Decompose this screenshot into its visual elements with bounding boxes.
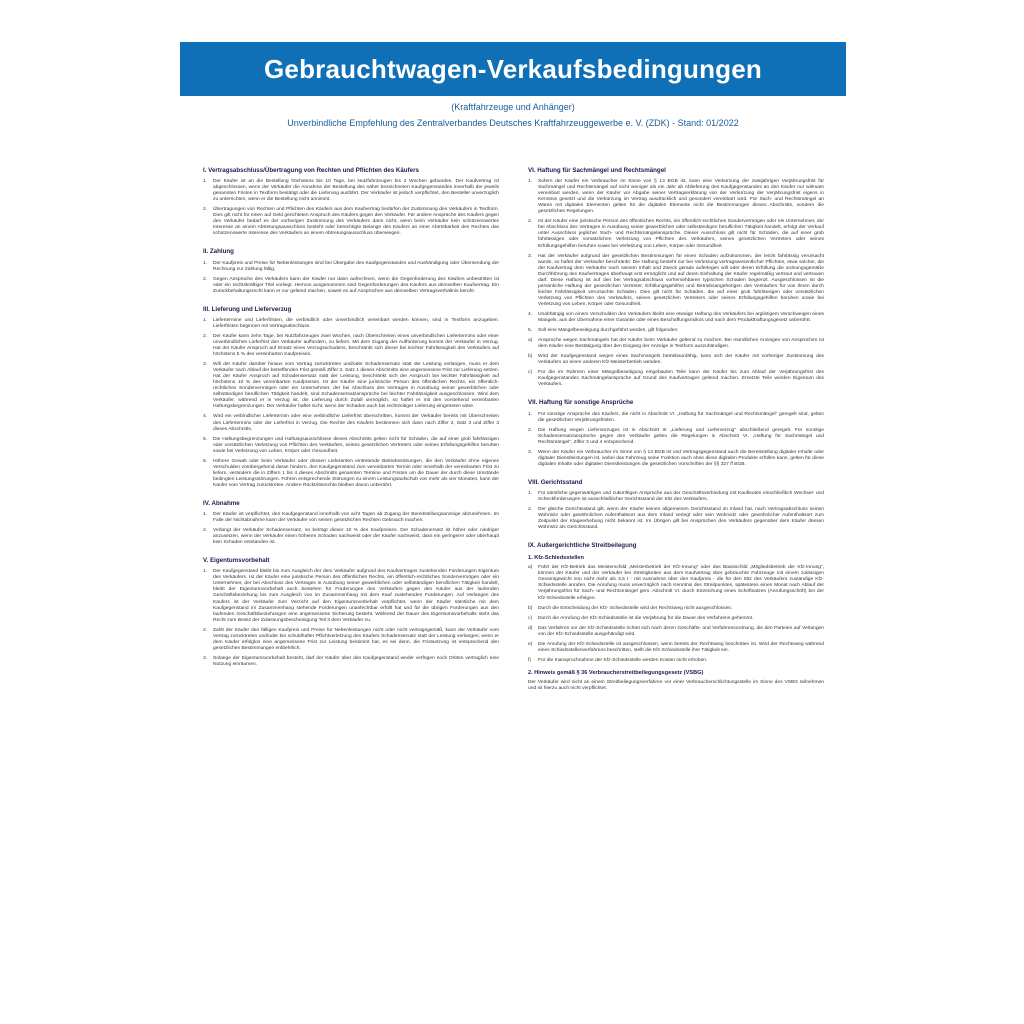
clause [203, 261, 499, 273]
clause-number: 2. [203, 627, 208, 633]
clause-text: Für sonstige Ansprüche des Käufers, die nicht in Abschnitt VI. „Haftung für Sachmängel und Rechtsmängel“ geregelt sind, gelten die gesetzlichen Verjährungsfristen. [538, 411, 824, 423]
clause [528, 658, 824, 664]
clause-text: Der Käufer ist verpflichtet, den Kaufgegenstand innerhalb von acht Tagen ab Zugang der Bereitstellungsanzeige abzunehmen. Im Falle der Nichtabnahme kann der Verkäufer von seinen gesetzlichen Rechten Gebrauch machen. [213, 512, 499, 524]
clause-text: Für sämtliche gegenwärtigen und zukünftigen Ansprüche aus der Geschäftsverbindung mit Kaufleuten einschließlich Wechsel- und Scheckforderungen ist ausschließlicher Gerichtsstand der Sitz des Verkäufers. [538, 490, 824, 502]
clause-text: Zahlt der Käufer den fälligen Kaufpreis und Preise für Nebenleistungen nicht oder nicht vertragsgemäß, kann der Verkäufer vom Vertrag zurücktreten und/oder bei schuldhafter Pflichtverletzung des Käufers Schadensersatz statt der Leistung verlangen; wenn er dem Käufer erfolglos eine angemessene Frist zur Leistung bestimmt hat, es sei denn, die Fristsetzung ist entsprechend den gesetzlichen Bestimmungen entbehrlich. [213, 627, 499, 651]
recommendation-line: Unverbindliche Empfehlung des Zentralverbandes Deutsches Kraftfahrzeuggewerbe e. V. (ZDK) - Stand: 01/2022 [287, 118, 739, 128]
clause-number: 1. [528, 411, 533, 417]
clause-number: 1. [528, 490, 533, 496]
clause-text: Der Kaufpreis und Preise für Nebenleistungen sind bei Übergabe des Kaufgegenstandes und Aushändigung oder Übersendung der Rechnung zur Zahlung fällig. [213, 260, 499, 272]
clause-number: 2. [203, 276, 208, 282]
clause [528, 565, 824, 601]
clause-number: 4. [528, 311, 533, 317]
clause [203, 277, 499, 295]
section-heading: IX. Außergerichtliche Streitbeilegung [528, 542, 637, 550]
subsection-heading: 2. Hinweis gemäß § 36 Verbraucherstreitbeilegungsgesetz (VSBG) [528, 669, 704, 676]
clause-text: Sofern der Käufer ein Verbraucher im Sinne von § 13 BGB ist, kann eine Verkürzung der zweijährigen Verjährungsfrist für Sachmängel und Rechtsmängel auf nicht weniger als ein Jahr ab Ablieferung des Kaufgegenstandes an den Käufer nur wirksam vereinbart werden, wenn der Käufer vor Abgabe seiner Vertragserklärung von der Verkürzung der Verjährungsfrist eigens in Kenntnis gesetzt und die Verkürzung im Vertrag ausdrücklich und gesondert vereinbart wird. Für Sach- und Rechtsmängel an Waren mit digitalen Elementen gelten für die digitalen Elemente nicht die Bestimmungen dieses Abschnitts, sondern die gesetzlichen Regelungen. [538, 179, 824, 215]
subsection-heading: 1. Kfz-Schiedsstellen [528, 555, 584, 562]
clause [528, 606, 824, 612]
clause [528, 507, 824, 531]
clause-number: 1. [203, 179, 208, 185]
clause-number: 4. [203, 414, 208, 420]
clause [203, 628, 499, 652]
clause-number: 1. [203, 512, 208, 518]
clause-number: 5. [203, 436, 208, 442]
clause [203, 512, 499, 524]
clause [528, 219, 824, 249]
clause-text: Solange der Eigentumsvorbehalt besteht, darf der Käufer über den Kaufgegenstand weder verfügen noch Dritten vertraglich eine Nutzung einräumen. [213, 655, 499, 667]
clause-text: Will der Käufer darüber hinaus vom Vertrag zurücktreten und/oder Schadensersatz statt der Leistung verlangen, muss er dem Verkäufer nach Ablauf der betreffenden Frist gemäß Ziffer 2, Satz 1 dieses Abschnitts eine angemessene Frist zur Lieferung setzen. Hat der Käufer Anspruch auf Schadensersatz statt der Leistung, beschränkt sich der Anspruch bei leichter Fahrlässigkeit auf höchstens 10 % des vereinbarten Kaufpreises. Ist der Käufer eine juristische Person des öffentlichen Rechts, ein öffentlich-rechtliches Sondervermögen oder ein Unternehmer, der bei Abschluss des Vertrages in Ausübung seiner gewerblichen oder selbständigen beruflichen Tätigkeit handelt, sind Schadensersatzansprüche bei leichter Fahrlässigkeit ausgeschlossen. Wird dem Verkäufer, während er in Verzug ist, die Lieferung durch Zufall unmöglich, so haftet er mit den vorstehend vereinbarten Haftungsbegrenzungen. Der Verkäufer haftet nicht, wenn der Schaden auch bei rechtzeitiger Lieferung eingetreten wäre. [213, 362, 499, 410]
clause [528, 616, 824, 622]
clause [203, 528, 499, 546]
clause [528, 491, 824, 503]
clause-number: 2. [528, 427, 533, 433]
clause-number: 1. [203, 569, 208, 575]
section-heading: V. Eigentumsvorbehalt [203, 557, 270, 565]
clause-number: 2. [203, 207, 208, 213]
clause [203, 437, 499, 455]
clause-text: Führt der Kfz-Betrieb das Meisterschild „Meisterbetrieb der Kfz-Innung“ oder das Basisschild „Mitgliedsbetrieb der Kfz-Innung“, können der Käufer und der Verkäufer bei Streitigkeiten aus dem Kaufvertrag über gebrauchte Fahrzeuge mit einem zulässigen Gesamtgewicht von nicht mehr als 3,5 t - mit Ausnahme über den Kaufpreis - die für den Sitz des Verkäufers zuständige Kfz-Schiedsstelle anrufen. Die Anrufung muss unverzüglich nach Kenntnis des Streitpunktes, spätestens einen Monat nach Ablauf der Verjährungsfrist für Sach- und Rechtsmängel gem. Abschnitt VI. durch Einreichung eines Schriftsatzes (Anrufungsschrift) bei der Kfz-Schiedsstelle erfolgen. [538, 565, 824, 601]
clause [203, 459, 499, 489]
clause [203, 207, 499, 237]
clause-text: Gegen Ansprüche des Verkäufers kann der Käufer nur dann aufrechnen, wenn die Gegenforderung des Käufers unbestritten ist oder ein rechtskräftiger Titel vorliegt. Hiervon ausgenommen sind Gegenforderungen des Käufers aus demselben Kaufvertrag. Ein Zurückbehaltungsrecht kann er nur geltend machen, soweit es auf Ansprüchen aus demselben Vertragsverhältnis beruht. [213, 276, 499, 294]
section-heading: III. Lieferung und Lieferverzug [203, 305, 292, 313]
clause-number: e) [528, 641, 533, 647]
clause [528, 312, 824, 324]
clause-number: 3. [528, 449, 533, 455]
clause-number: 1. [203, 260, 208, 266]
clause [203, 569, 499, 623]
clause-number: d) [528, 625, 533, 631]
clause-number: b) [528, 354, 533, 360]
clause-number: 2. [203, 528, 208, 534]
clause [203, 656, 499, 668]
clause [528, 354, 824, 366]
clause-number: c) [528, 615, 533, 621]
clause-text: Soll eine Mängelbeseitigung durchgeführt werden, gilt folgendes: [538, 328, 679, 334]
clause-number: 1. [203, 317, 208, 323]
clause-text: Wird der Kaufgegenstand wegen eines Sachmangels betriebsunfähig, kann sich der Käufer mit vorheriger Zustimmung des Verkäufers an einen anderen Kfz-Meisterbetrieb wenden. [538, 354, 824, 366]
clause-text: Der Kaufgegenstand bleibt bis zum Ausgleich der dem Verkäufer aufgrund des Kaufvertrages zustehenden Forderungen Eigentum des Verkäufers. Ist der Käufer eine juristische Person des öffentlichen Rechts, ein öffentlich-rechtliches Sondervermögen oder ein Unternehmer, der bei Abschluss des Vertrages in Ausübung seiner gewerblichen oder selbständigen beruflichen Tätigkeit handelt, bleibt der Eigentumsvorbehalt auch bestehen für Forderungen des Verkäufers gegen den Käufer aus der laufenden Geschäftsbeziehung bis zum Ausgleich von im Zusammenhang mit dem Kauf zustehenden Forderungen. Auf Verlangen des Käufers ist der Verkäufer zum Verzicht auf den Eigentumsvorbehalt verpflichtet, wenn der Käufer sämtliche mit dem Kaufgegenstand im Zusammenhang stehende Forderungen unanfechtbar erfüllt hat und für die übrigen Forderungen aus den laufenden Geschäftsbeziehungen eine angemessene Sicherung besteht. Während der Dauer des Eigentumsvorbehalts steht das Recht zum Besitz der Zulassungsbescheinigung Teil II dem Verkäufer zu. [213, 569, 499, 623]
clause [203, 179, 499, 203]
clause [203, 362, 499, 410]
section-heading: VI. Haftung für Sachmängel und Rechtsmängel [528, 167, 666, 174]
left-column [203, 168, 499, 672]
clause-text: Ansprüche wegen Sachmängeln hat der Käufer beim Verkäufer geltend zu machen. Bei mündlichen Anzeigen von Ansprüchen ist dem Käufer eine Bestätigung über den Eingang der Anzeige in Textform auszuhändigen. [538, 338, 824, 350]
section-heading: II. Zahlung [203, 248, 234, 256]
clause-text: Unabhängig von einem Verschulden des Verkäufers bleibt eine etwaige Haftung des Verkäufers bei arglistigem Verschweigen eines Mangels, aus der Übernahme einer Garantie oder eines Beschaffungsrisikos und nach dem Produkthaftungsgesetz unberührt. [538, 311, 824, 324]
clause [528, 450, 824, 468]
clause-number: c) [528, 370, 533, 376]
paragraph-text: Der Verkäufer wird nicht an einem Streitbeilegungsverfahren vor einer Verbraucherschlichtungsstelle im Sinne des VSBG teilnehmen und ist hierzu auch nicht verpflichtet. [528, 679, 824, 691]
clause-text: Für die Inanspruchnahme der Kfz-Schiedsstelle werden Kosten nicht erhoben. [538, 657, 708, 663]
clause [203, 318, 499, 330]
clause-text: Durch die Anrufung der Kfz-Schiedsstelle ist die Verjährung für die Dauer des Verfahrens gehemmt. [538, 615, 754, 621]
clause [203, 334, 499, 358]
clause-number: 2. [203, 333, 208, 339]
clause [528, 338, 824, 350]
right-column [528, 168, 824, 696]
clause [528, 428, 824, 446]
clause-text: Verlangt der Verkäufer Schadensersatz, so beträgt dieser 10 % des Kaufpreises. Der Schadenersatz ist höher oder niedriger anzusetzen, wenn der Verkäufer einen höheren Schaden nachweist oder der Käufer nachweist, dass ein geringerer oder überhaupt kein Schaden entstanden ist. [213, 528, 499, 546]
clause-text: Der gleiche Gerichtsstand gilt, wenn der Käufer keinen allgemeinen Gerichtsstand im Inland hat, nach Vertragsabschluss seinen Wohnsitz oder gewöhnlichen Aufenthaltsort aus dem Inland verlegt oder sein Wohnsitz oder gewöhnlicher Aufenthaltsort zum Zeitpunkt der Klageerhebung nicht bekannt ist. Im Übrigen gilt bei Ansprüchen des Verkäufers gegenüber dem Käufer dessen Wohnsitz als Gerichtsstand. [538, 507, 824, 531]
clause-number: 1. [528, 179, 533, 185]
clause-text: Das Verfahren vor der Kfz-Schiedsstelle richtet sich nach deren Geschäfts- und Verfahrensordnung, die den Parteien auf Verlangen von der Kfz-Schiedsstelle ausgehändigt wird. [538, 625, 824, 637]
clause-number: 2. [528, 219, 533, 225]
clause-number: a) [528, 565, 533, 571]
clause [528, 328, 824, 334]
section-heading: IV. Abnahme [203, 499, 240, 507]
clause-text: Hat der Verkäufer aufgrund der gesetzlichen Bestimmungen für einen Schaden aufzukommen, der leicht fahrlässig verursacht wurde, so haftet der Verkäufer beschränkt: Die Haftung besteht nur bei Verletzung vertragswesentlicher Pflichten, etwa solcher, die der Kaufvertrag dem Verkäufer nach seinem Inhalt und Zweck gerade auferlegen will oder deren Erfüllung die ordnungsgemäße Durchführung des Kaufvertrages überhaupt erst ermöglicht und auf deren Einhaltung der Käufer regelmäßig vertraut und vertrauen darf. Diese Haftung ist auf den bei Vertragsabschluss vorhersehbaren typischen Schaden begrenzt. Ausgeschlossen ist die persönliche Haftung der gesetzlichen Vertreter, Erfüllungsgehilfen und Betriebsangehörigen des Verkäufers für von ihnen durch leichte Fahrlässigkeit verursachte Schäden. Dies gilt nicht für Schäden, die auf einer grob fahrlässigen oder vorsätzlichen Verletzung von Pflichten des Verkäufers, seines gesetzlichen Vertreters oder seines Erfüllungsgehilfen beruhen sowie bei Verletzung von Leben, Körper oder Gesundheit. [538, 253, 824, 307]
title-banner [180, 42, 846, 96]
clause-text: Wenn der Käufer ein Verbraucher im Sinne von § 13 BGB ist und Vertragsgegenstand auch die Bereitstellung digitaler Inhalte oder digitaler Dienstleistungen ist, wobei das Fahrzeug seine Funktion auch ohne diese digitalen Produkte erfüllen kann, gelten für diese digitalen Inhalte oder digitalen Dienstleistungen die gesetzlichen Vorschriften der §§ 327 ff BGB. [538, 449, 824, 467]
clause-text: Die Anrufung der Kfz-Schiedsstelle ist ausgeschlossen, wenn bereits der Rechtsweg beschritten ist. Wird der Rechtsweg während eines Schiedsstellenverfahrens beschritten, stellt die Kfz-Schiedsstelle ihre Tätigkeit ein. [538, 641, 824, 653]
clause-number: 6. [203, 458, 208, 464]
clause-number: 3. [203, 655, 208, 661]
clause-number: f) [528, 657, 531, 663]
clause-text: Durch die Entscheidung der Kfz- Schiedsstelle wird der Rechtsweg nicht ausgeschlossen. [538, 605, 733, 611]
clause-text: Wird ein verbindlicher Liefertermin oder eine verbindliche Lieferfrist überschritten, kommt der Verkäufer bereits mit Überschreiten des Liefertermins oder der Lieferfrist in Verzug. Die Rechte des Käufers bestimmen sich dann nach Ziffer 2, Satz 3 und Ziffer 3 dieses Abschnitts. [213, 414, 499, 432]
page-title: Gebrauchtwagen-Verkaufsbedingungen [264, 53, 762, 84]
clause-text: Der Käufer ist an die Bestellung höchstens bis 10 Tage, bei Nutzfahrzeugen bis 2 Wochen gebunden. Der Kaufvertrag ist abgeschlossen, wenn der Verkäufer die Annahme der Bestellung des näher bezeichneten Kaufgegenstandes innerhalb der jeweils genannten Fristen in Textform bestätigt oder die Lieferung ausführt. Der Verkäufer ist jedoch verpflichtet, den Besteller unverzüglich zu unterrichten, wenn er die Bestellung nicht annimmt. [213, 179, 499, 203]
clause-number: 5. [528, 328, 533, 334]
clause-text: Die Haftung wegen Lieferverzuges ist in Abschnitt III „Lieferung und Lieferverzug“ abschließend geregelt. Für sonstige Schadensersatzansprüche gegen den Verkäufer gelten die Regelungen in Abschnitt VI. „Haftung für Sachmängel und Rechtsmängel“, Ziffer 3 und 4 entsprechend. [538, 427, 824, 445]
subtitle: (Kraftfahrzeuge und Anhänger) [451, 102, 575, 112]
section-heading: VII. Haftung für sonstige Ansprüche [528, 399, 634, 407]
clause [528, 179, 824, 215]
clause-number: a) [528, 338, 533, 344]
clause-text: Liefertermine und Lieferfristen, die verbindlich oder unverbindlich vereinbart werden können, sind in Textform anzugeben. Lieferfristen beginnen mit Vertragsabschluss. [213, 317, 499, 329]
clause-text: Die Haftungsbegrenzungen und Haftungsausschlüsse dieses Abschnitts gelten nicht für Schäden, die auf einer grob fahrlässigen oder vorsätzlichen Verletzung von Pflichten des Verkäufers, seines gesetzlichen Vertreters oder seines Erfüllungsgehilfen beruhen sowie bei Verletzung von Leben, Körper oder Gesundheit. [213, 436, 499, 454]
clause-text: Ist der Käufer eine juristische Person des öffentlichen Rechts, ein öffentlich-rechtliches Sondervermögen oder ein Unternehmer, der bei Abschluss des Vertrages in Ausübung seiner gewerblichen oder selbständigen beruflichen Tätigkeit handelt, erfolgt der Verkauf unter Ausschluss jeglicher Sach- und Rechtsmängelansprüche. Dieser Ausschluss gilt nicht für Schäden, die auf einer grob fahrlässigen oder vorsätzlichen Verletzung von Pflichten des Verkäufers, seines gesetzlichen Vertreters oder seines Erfüllungsgehilfen beruhen sowie bei Verletzung von Leben, Körper oder Gesundheit. [538, 219, 824, 249]
clause-number: 2. [528, 507, 533, 513]
clause-text: Für die im Rahmen einer Mängelbeseitigung eingebauten Teile kann der Käufer bis zum Ablauf der Verjährungsfrist des Kaufgegenstandes Sachmängelansprüche auf Grund des Kaufvertrages geltend machen. Ersetzte Teile werden Eigentum des Verkäufers. [538, 370, 824, 388]
clause-text: Der Käufer kann zehn Tage, bei Nutzfahrzeugen zwei Wochen, nach Überschreiten eines unverbindlichen Liefertermins oder einer unverbindlichen Lieferfrist den Verkäufer auffordern, zu liefern. Mit dem Zugang der Aufforderung kommt der Verkäufer in Verzug. Hat der Käufer Anspruch auf Ersatz eines Verzugsschadens, beschränkt sich dieser bei leichter Fahrlässigkeit des Verkäufers auf höchstens 5 % des vereinbarten Kaufpreises. [213, 333, 499, 358]
clause [528, 642, 824, 654]
clause-text: Übertragungen von Rechten und Pflichten des Käufers aus dem Kaufvertrag bedürfen der Zustimmung des Verkäufers in Textform. Dies gilt nicht für einen auf Geld gerichteten Anspruch des Käufers gegen den Verkäufer. Für andere Ansprüche des Käufers gegen den Verkäufer bedarf es der vorherigen Zustimmung des Verkäufers dann nicht, wenn beim Verkäufer kein schützenswertes Interesse an einem Abtretungsausschluss besteht oder berechtigte Belange des Käufers an einer Abtretbarkeit des Rechtes das schützenswerte Interesse des Verkäufers an einem Abtretungsausschluss überwiegen. [213, 207, 499, 237]
section-heading: VIII. Gerichtsstand [528, 478, 583, 486]
clause [528, 626, 824, 638]
clause-number: 3. [528, 253, 533, 259]
clause-number: b) [528, 605, 533, 611]
clause [528, 412, 824, 424]
clause [528, 370, 824, 388]
section-heading: I. Vertragsabschluss/Übertragung von Rechten und Pflichten des Käufers [203, 167, 419, 174]
clause-number: 3. [203, 362, 208, 368]
clause [528, 254, 824, 308]
clause-text: Höhere Gewalt oder beim Verkäufer oder dessen Lieferanten eintretende Betriebsstörungen, die den Verkäufer ohne eigenes Verschulden vorübergehend daran hindern, den Kaufgegenstand zum vereinbarten Termin oder innerhalb der vereinbarten Frist zu liefern, verändern die in Ziffern 1 bis 4 dieses Abschnitts genannten Termine und Fristen um die Dauer der durch diese Umstände bedingten Leistungsstörungen. Führen entsprechende Störungen zu einem Leistungsaufschub von mehr als vier Monaten, kann der Käufer vom Vertrag zurücktreten. Andere Rücktrittsrechte bleiben davon unberührt. [213, 458, 499, 488]
clause [203, 414, 499, 432]
